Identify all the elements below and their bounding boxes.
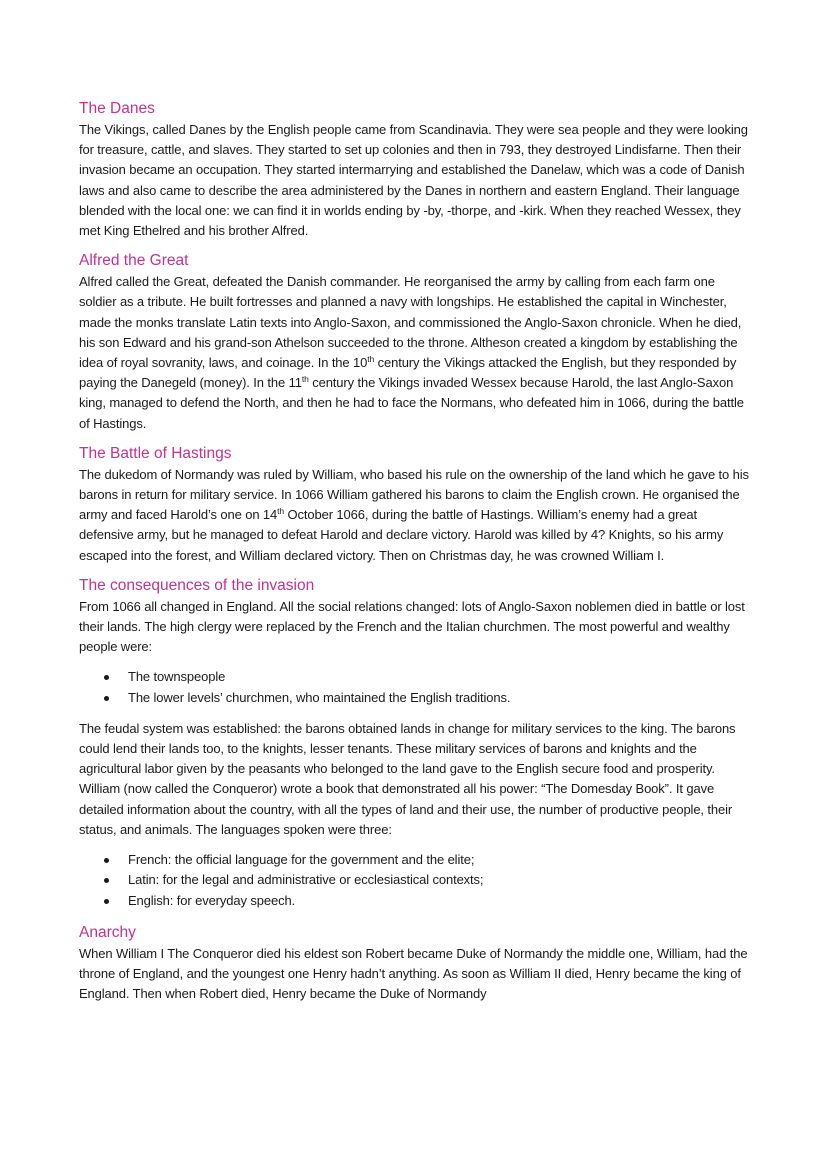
body-paragraph: [79, 944, 751, 1005]
list-item: [79, 667, 751, 687]
bullet-icon: [104, 696, 109, 701]
section-heading: Anarchy: [79, 923, 136, 941]
section-the-danes: [79, 98, 751, 241]
ordinal-suffix: th: [301, 374, 309, 385]
list-item: [79, 870, 751, 890]
text-run: The feudal system was established: the barons obtained lands in change for military services to the king. The barons could lend their lands too, to the knights, lesser tenants. These military services of barons and knights and the agricultural labor given by the peasants who belonged to the land gave to the English secure food and prosperity. William (now called the Conqueror) wrote a book that demonstrated all his power: “The Domesday Book”. It gave detailed information about the country, with all the types of land and their use, the number of productive people, their status, and animals. The languages spoken were three:: [79, 720, 736, 837]
list-item-text: French: the official language for the government and the elite;: [128, 852, 475, 868]
body-paragraph: [79, 597, 751, 658]
ordinal-suffix: th: [277, 506, 285, 517]
section-heading: The consequences of the invasion: [79, 576, 315, 594]
text-run: The dukedom of Normandy was ruled by William, who based his rule on the ownership of the land which he gave to his barons in return for military service. In 1066 William gathered his barons to claim the English crown. He organised the army and faced Harold’s one on 14: [79, 466, 749, 523]
body-paragraph: [79, 272, 751, 434]
bullet-list: [79, 850, 751, 911]
body-paragraph: [79, 719, 751, 840]
text-run: Alfred called the Great, defeated the Danish commander. He reorganised the army by calling from each farm one soldier as a tribute. He built fortresses and planned a navy with longships. He established the capital in Winchester, made the monks translate Latin texts into Anglo-Saxon, and commissioned the Anglo-Saxon chronicle. When he died, his son Edward and his grand-son Athelson succeeded to the throne. Altheson created a kingdom by establishing the idea of royal sovranity, laws, and coinage. In the 10: [79, 274, 742, 371]
bullet-icon: [104, 899, 109, 904]
bullet-icon: [104, 878, 109, 883]
list-item: [79, 688, 751, 708]
list-item-text: The townspeople: [128, 669, 226, 685]
section-alfred-the-great: [79, 250, 751, 434]
text-run: October 1066, during the battle of Hastings. William’s enemy had a great defensive army, but he managed to defeat Harold and declare victory. Harold was killed by 4? Knights, so his army escaped into the forest, and William declared victory. Then on Christmas day, he was crowned William I.: [79, 507, 724, 563]
text-run: century the Vikings attacked the English, but they responded by paying the Danegeld (money). In the 11: [79, 355, 737, 391]
ordinal-suffix: th: [367, 354, 375, 365]
bullet-list: [79, 667, 751, 707]
text-run: When William I The Conqueror died his eldest son Robert became Duke of Normandy the middle one, William, had the throne of England, and the youngest one Henry hadn’t anything. As soon as William II died, Henry became the king of England. Then when Robert died, Henry became the Duke of Normandy: [79, 945, 748, 1002]
bullet-icon: [104, 675, 109, 680]
list-item: [79, 891, 751, 911]
body-paragraph: [79, 465, 751, 566]
list-item-text: The lower levels’ churchmen, who maintained the English traditions.: [128, 689, 511, 705]
list-item-text: Latin: for the legal and administrative or ecclesiastical contexts;: [128, 872, 484, 888]
section-the-battle-of-hastings: [79, 443, 751, 566]
list-item: [79, 850, 751, 870]
section-anarchy: [79, 922, 751, 1005]
section-heading: The Danes: [79, 100, 155, 117]
section-heading: The Battle of Hastings: [79, 444, 232, 462]
bullet-icon: [104, 858, 109, 863]
body-paragraph: [79, 120, 751, 241]
text-run: The Vikings, called Danes by the English people came from Scandinavia. They were sea people and they were looking for treasure, cattle, and slaves. They started to set up colonies and then in 793, they destroyed Lindisfarne. Then their invasion became an occupation. They started intermarrying and established the Danelaw, which was a code of Danish laws and also came to describe the area administered by the Danes in northern and eastern England. Their language blended with the local one: we can find it in worlds ending by -by, -thorpe, and -kirk. When they reached Wessex, they met King Ethelred and his brother Alfred.: [79, 122, 748, 239]
list-item-text: English: for everyday speech.: [128, 892, 296, 908]
section-the-consequences-of-the-invasion: [79, 575, 751, 911]
text-run: century the Vikings invaded Wessex because Harold, the last Anglo-Saxon king, managed to defend the North, and then he had to face the Normans, who defeated him in 1066, during the battle of Hastings.: [79, 375, 744, 431]
text-run: From 1066 all changed in England. All the social relations changed: lots of Anglo-Saxon noblemen died in battle or lost their lands. The high clergy were replaced by the French and the Italian churchmen. The most powerful and wealthy people were:: [79, 598, 745, 655]
document-page: [79, 98, 751, 1013]
section-heading: Alfred the Great: [79, 252, 189, 270]
